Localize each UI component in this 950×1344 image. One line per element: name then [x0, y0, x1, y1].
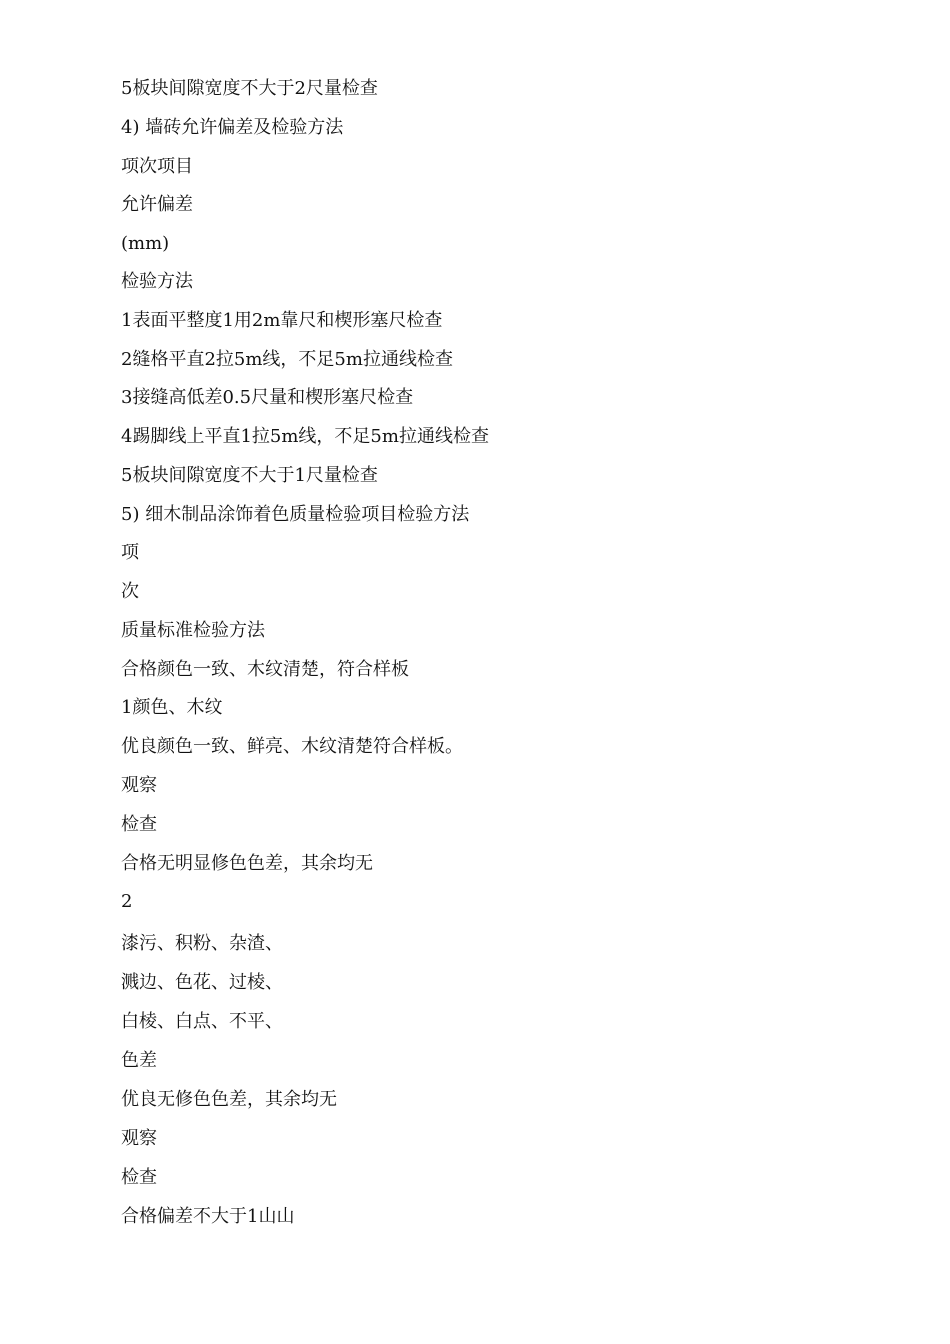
- text-line: 3接缝高低差0.5尺量和楔形塞尺检查: [121, 387, 414, 408]
- text-line: 检查: [121, 1167, 157, 1188]
- text-line: 优良颜色一致、鲜亮、木纹清楚符合样板。: [121, 736, 463, 757]
- table-header: 允许偏差: [121, 194, 193, 215]
- text-line: 优良无修色色差，其余均无: [121, 1089, 337, 1110]
- text-line: 2缝格平直2拉5m线，不足5m拉通线检查: [121, 349, 453, 370]
- table-header: 检验方法: [121, 271, 193, 292]
- text-line: 合格颜色一致、木纹清楚，符合样板: [121, 659, 409, 680]
- section-heading: 4) 墙砖允许偏差及检验方法: [121, 117, 344, 138]
- text-line: 5板块间隙宽度不大于1尺量检查: [121, 465, 378, 486]
- text-line: 合格偏差不大于1山山: [121, 1206, 295, 1227]
- text-line: 2: [121, 891, 133, 912]
- text-line: 1颜色、木纹: [121, 697, 223, 718]
- text-line: 漆污、积粉、杂渣、: [121, 933, 283, 954]
- table-header: 次: [121, 581, 139, 602]
- table-header: 项次项目: [121, 156, 193, 177]
- text-line: 色差: [121, 1050, 157, 1071]
- text-line: 观察: [121, 1128, 157, 1149]
- text-line: 溅边、色花、过棱、: [121, 972, 283, 993]
- text-line: 5板块间隙宽度不大于2尺量检查: [121, 78, 378, 99]
- text-line: 检查: [121, 814, 157, 835]
- text-line: 白棱、白点、不平、: [121, 1011, 283, 1032]
- table-header: 质量标准检验方法: [121, 620, 265, 641]
- text-line: 4踢脚线上平直1拉5m线，不足5m拉通线检查: [121, 426, 489, 447]
- table-header: (mm): [121, 233, 170, 254]
- text-line: 合格无明显修色色差，其余均无: [121, 853, 373, 874]
- table-header: 项: [121, 542, 139, 563]
- text-line: 1表面平整度1用2m靠尺和楔形塞尺检查: [121, 310, 443, 331]
- section-heading: 5) 细木制品涂饰着色质量检验项目检验方法: [121, 504, 470, 525]
- text-line: 观察: [121, 775, 157, 796]
